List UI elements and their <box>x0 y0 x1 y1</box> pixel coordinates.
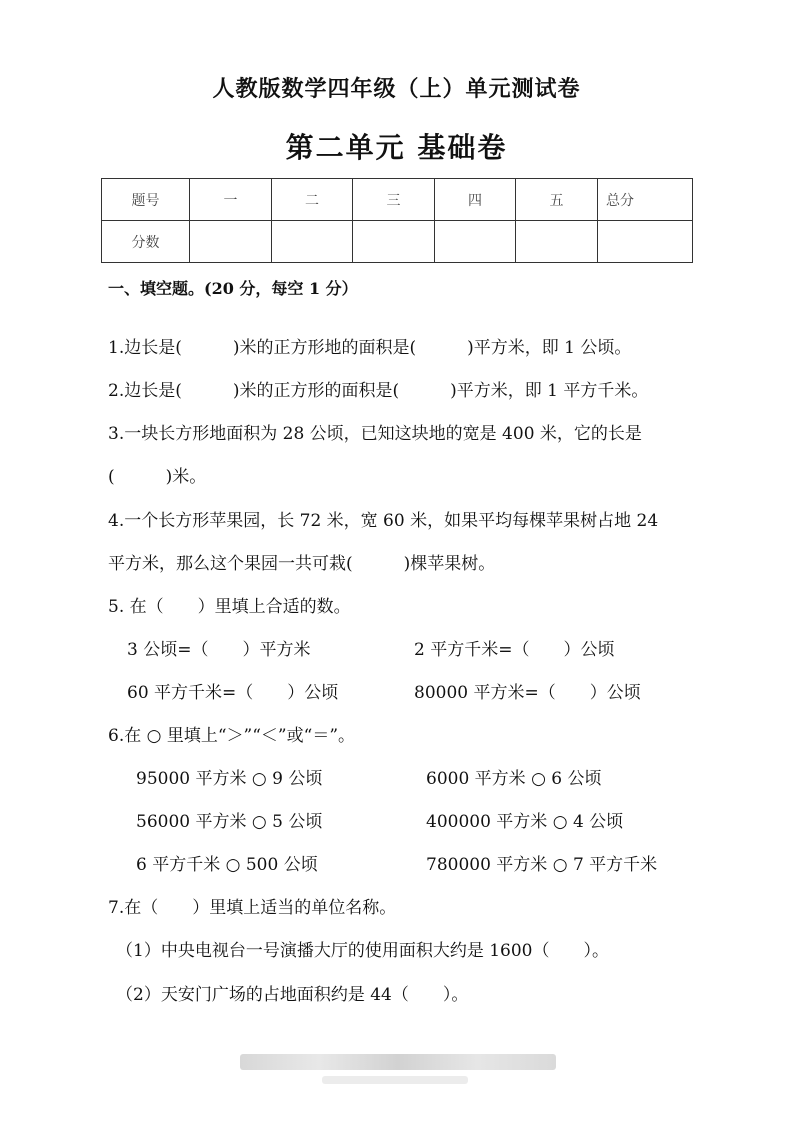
question-2: 2.边长是( )米的正方形的面积是( )平方米，即 1 平方千米。 <box>108 381 649 401</box>
score-cell <box>435 221 516 263</box>
score-cell <box>272 221 353 263</box>
question-6-item: 56000 平方米 ○ 5 公顷 <box>136 812 323 832</box>
score-cell <box>353 221 435 263</box>
section-heading: 一、填空题。(20 分，每空 1 分） <box>108 279 358 298</box>
question-7-item-1: （1）中央电视台一号演播大厅的使用面积大约是 1600（ ）。 <box>116 941 609 961</box>
question-7-item-2: （2）天安门广场的占地面积约是 44（ ）。 <box>116 985 469 1005</box>
score-cell-total <box>598 221 693 263</box>
question-4-continued: 平方米，那么这个果园一共可栽( )棵苹果树。 <box>108 554 496 574</box>
header-cell-4: 四 <box>435 179 516 221</box>
header-cell-5: 五 <box>516 179 598 221</box>
score-table-header-row <box>102 179 693 221</box>
question-3-continued: ( )米。 <box>108 467 207 487</box>
question-5-item: 3 公顷=（ ）平方米 <box>127 640 311 660</box>
score-cell <box>516 221 598 263</box>
header-cell-question-no: 题号 <box>102 179 190 221</box>
question-6-item: 780000 平方米 ○ 7 平方千米 <box>426 855 658 875</box>
question-5: 5. 在（ ）里填上合适的数。 <box>108 597 351 617</box>
question-6-item: 95000 平方米 ○ 9 公顷 <box>136 769 323 789</box>
score-row-label: 分数 <box>102 221 190 263</box>
question-5-item: 2 平方千米=（ ）公顷 <box>414 640 615 660</box>
question-7: 7.在（ ）里填上适当的单位名称。 <box>108 898 397 918</box>
question-4: 4.一个长方形苹果园，长 72 米，宽 60 米，如果平均每棵苹果树占地 24 <box>108 511 659 531</box>
question-5-item: 80000 平方米=（ ）公顷 <box>414 683 641 703</box>
question-6-item: 6 平方千米 ○ 500 公顷 <box>136 855 318 875</box>
header-cell-2: 二 <box>272 179 353 221</box>
unit-title: 第二单元 基础卷 <box>285 131 508 164</box>
score-cell <box>190 221 272 263</box>
question-1: 1.边长是( )米的正方形地的面积是( )平方米，即 1 公顷。 <box>108 338 632 358</box>
score-table-score-row <box>102 221 693 263</box>
question-3: 3.一块长方形地面积为 28 公顷，已知这块地的宽是 400 米，它的长是 <box>108 424 642 444</box>
question-6: 6.在 ○ 里填上“＞”“＜”或“＝”。 <box>108 726 356 746</box>
question-6-item: 400000 平方米 ○ 4 公顷 <box>426 812 624 832</box>
header-cell-3: 三 <box>353 179 435 221</box>
score-table <box>101 178 693 263</box>
header-cell-total: 总分 <box>598 179 693 221</box>
header-cell-1: 一 <box>190 179 272 221</box>
question-5-item: 60 平方千米=（ ）公顷 <box>127 683 339 703</box>
blurred-footer-watermark-line <box>322 1076 468 1084</box>
blurred-footer-watermark <box>240 1054 556 1070</box>
paper-title: 人教版数学四年级（上）单元测试卷 <box>212 76 581 102</box>
question-6-item: 6000 平方米 ○ 6 公顷 <box>426 769 602 789</box>
